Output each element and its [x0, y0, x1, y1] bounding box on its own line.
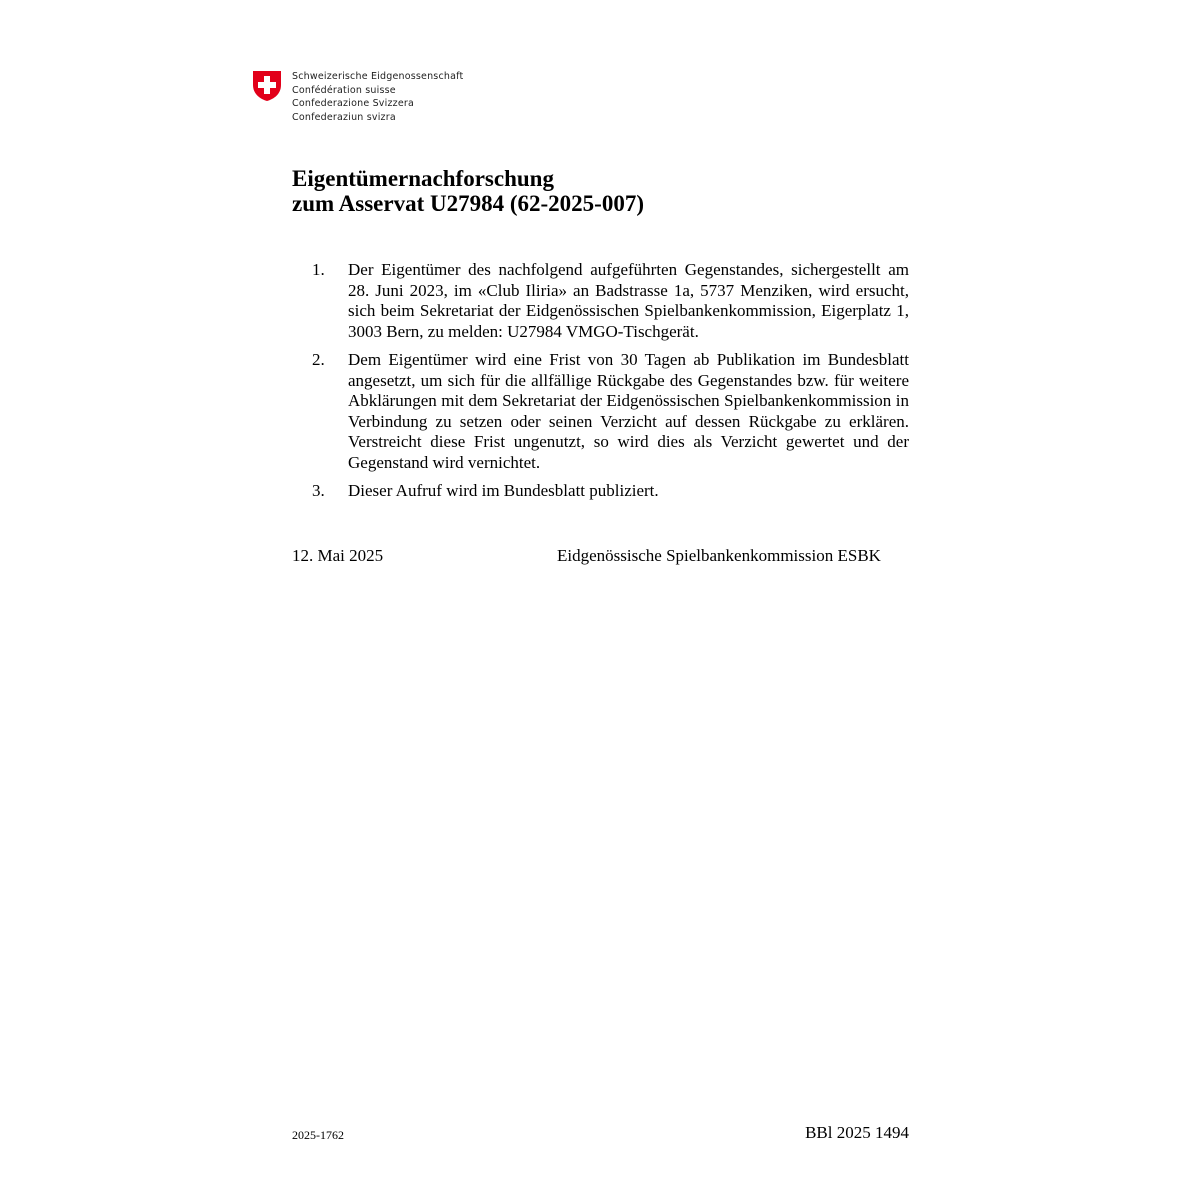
list-item — [292, 350, 909, 473]
header-line-romansh: Confederaziun svizra — [292, 111, 396, 123]
footer-publication: BBl 2025 1494 — [805, 1123, 909, 1142]
document-title — [292, 166, 644, 216]
list-item — [292, 260, 909, 342]
title-line-2: zum Asservat U27984 (62-2025-007) — [292, 191, 644, 216]
list-item-number: 3. — [312, 481, 325, 500]
list-item-number: 2. — [312, 350, 325, 369]
footer-reference: 2025-1762 — [292, 1128, 344, 1142]
signature-date: 12. Mai 2025 — [292, 546, 384, 565]
header-line-french: Confédération suisse — [292, 84, 396, 96]
federal-administration-header — [292, 70, 463, 124]
list-item — [292, 481, 909, 502]
list-item-number: 1. — [312, 260, 325, 279]
header-line-italian: Confederazione Svizzera — [292, 98, 415, 110]
list-item-text: Dem Eigentümer wird eine Frist von 30 Tagen ab Publikation im Bundesblatt angesetzt, um sich für die allfällige Rückgabe des Gegenstandes bzw. für weitere Abklärungen mit dem Sekretariat der Eidgenössischen Spielbankenkommission in Verbindung zu setzen oder seinen Verzicht auf dessen Rückgabe zu erklären. Verstreicht diese Frist ungenutzt, so wird dies als Verzicht gewertet und der Gegenstand wird vernichtet. — [348, 350, 909, 472]
swiss-coat-of-arms-icon — [252, 70, 282, 107]
header-line-german: Schweizerische Eidgenossenschaft — [292, 71, 464, 82]
title-line-1: Eigentümernachforschung — [292, 166, 554, 191]
list-item-text: Der Eigentümer des nachfolgend aufgeführten Gegenstandes, sichergestellt am 28. Juni 2023, im «Club Iliria» an Badstrasse 1a, 5737 Menziken, wird ersucht, sich beim Sekretariat der Eidgenössischen Spielbankenkommission, Eigerplatz 1, 3003 Bern, zu melden: U27984 VMGO-Tischgerät. — [348, 260, 909, 341]
signature-authority: Eidgenössische Spielbankenkommission ESBK — [557, 546, 881, 565]
numbered-list — [292, 260, 909, 510]
list-item-text: Dieser Aufruf wird im Bundesblatt publiziert. — [348, 481, 659, 500]
